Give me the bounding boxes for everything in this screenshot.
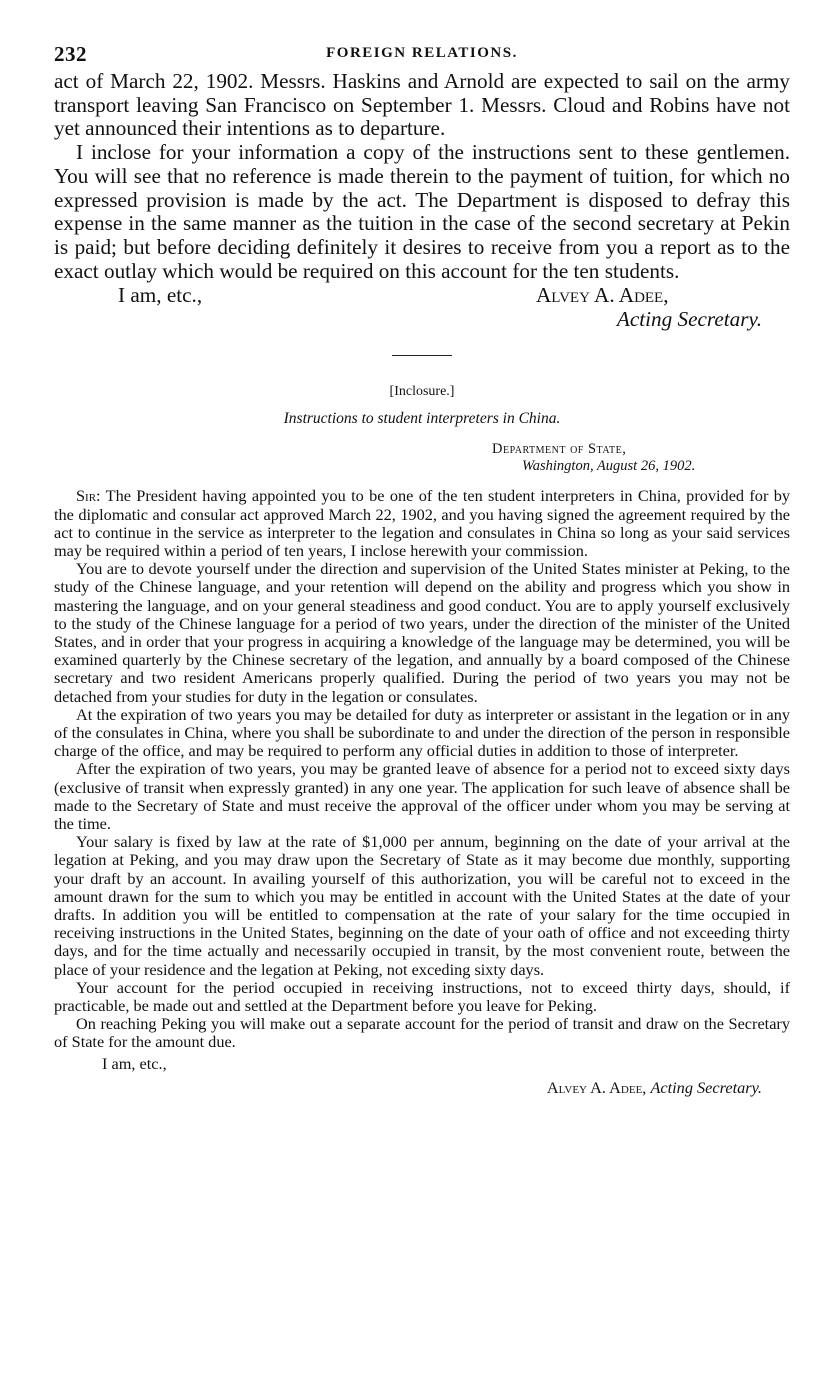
closing-phrase: I am, etc., [102, 1053, 167, 1073]
date-line: Washington, August 26, 1902. [522, 458, 696, 475]
letter-paragraph: act of March 22, 1902. Messrs. Haskins and Arnold are expected to sail on the army transport leaving San Francisco on September 1. Messrs. Cloud and Robins have not yet announced their intentions as to departure. [54, 69, 790, 141]
page-header [54, 40, 790, 70]
enclosure-paragraph: After the expiration of two years, you may be granted leave of absence for a period not to exceed sixty days (exclusive of transit when expressly granted) in any one year. The application for such leave of absence shall be made to the Secretary of State and must receive the approval of the officer under whom you may be serving at the time. [54, 759, 790, 833]
closing-phrase: I am, etc., [118, 283, 203, 308]
dateline [492, 441, 790, 475]
enclosure-paragraph: Your salary is fixed by law at the rate of $1,000 per annum, beginning on the date of your arrival at the legation at Peking, and you may draw upon the Secretary of State as it may become due monthly, supporting your draft by an account. In availing yourself of this authorization, you will be careful not to exceed in the amount drawn for the sum to which you may be entitled in account with the United States at the date of your drafts. In addition you will be entitled to compensation at the rate of your salary for the time occupied in receiving instructions in the United States, beginning on the date of your oath of office and not exceeding thirty days, and for the time actually and necessarily occupied in transit, by the most convenient route, between the place of your residence and the legation at Peking, not exceding sixty days. [54, 832, 790, 979]
enclosure-signature [547, 1078, 762, 1098]
signature-title: Acting Secretary. [616, 307, 762, 332]
enclosure-paragraph: Sir: The President having appointed you to be one of the ten student interpreters in China, provided for by the diplomatic and consular act approved March 22, 1902, and you having signed the agreement required by the act to continue in the service as interpreter to the legation and consulates in China so long as your said services may be required within a period of ten years, I inclose herewith your commission. [54, 486, 790, 560]
salutation: Sir: [76, 486, 101, 506]
enclosure-paragraph: At the expiration of two years you may be detailed for duty as interpreter or assistant in the legation or in any of the consulates in China, where you shall be subordinate to and under the direction of the person in responsible charge of the office, and may be required to perform any official duties in addition to those of interpreter. [54, 704, 790, 761]
enclosure-paragraph: You are to devote yourself under the direction and supervision of the United States minister at Peking, to the study of the Chinese language, and your retention will depend on the ability and progress which you show in mastering the language, and on your general steadiness and good conduct. You are to apply yourself exclusively to the study of the Chinese language for a period of two years, under the direction of the minister of the United States, and in order that your progress in acquiring a knowledge of the language may be determined, you will be examined quarterly by the Chinese secretary of the legation, and annually by a board composed of the Chinese secretary and two resident Americans properly qualified. During the period of two years you may not be detached from your studies for duty in the legation or consulates. [54, 559, 790, 706]
signature-title: Acting Secretary. [650, 1077, 762, 1097]
signature-name: Alvey A. Adee, [546, 1077, 647, 1097]
enclosure-title: Instructions to student interpreters in China. [283, 410, 561, 428]
letter-body [54, 70, 790, 283]
enclosure-closing [54, 1054, 790, 1100]
running-title: FOREIGN RELATIONS. [326, 45, 518, 61]
enclosure-paragraph: On reaching Peking you will make out a separate account for the period of transit and draw on the Secretary of State for the amount due. [54, 1014, 790, 1052]
section-divider [392, 355, 452, 356]
department-line: Department of State, [492, 441, 627, 458]
page-number: 232 [54, 42, 87, 66]
enclosure-paragraph: Your account for the period occupied in receiving instructions, not to exceed thirty days, should, if practicable, be made out and settled at the Department before you leave for Peking. [54, 977, 790, 1016]
letter-paragraph: I inclose for your information a copy of the instructions sent to these gentlemen. You will see that no reference is made therein to the payment of tuition, for which no expressed provision is made by the act. The Department is disposed to defray this expense in the same manner as the tuition in the case of the second secretary at Pekin is paid; but before deciding definitely it desires to receive from you a report as to the exact outlay which would be required on this account for the ten students. [54, 140, 790, 283]
letter-closing [54, 283, 790, 333]
inclosure-label: [Inclosure.] [389, 384, 455, 400]
enclosure-body [54, 487, 790, 1051]
signature-name: Alvey A. Adee, [536, 283, 669, 308]
document-page [54, 40, 790, 1100]
